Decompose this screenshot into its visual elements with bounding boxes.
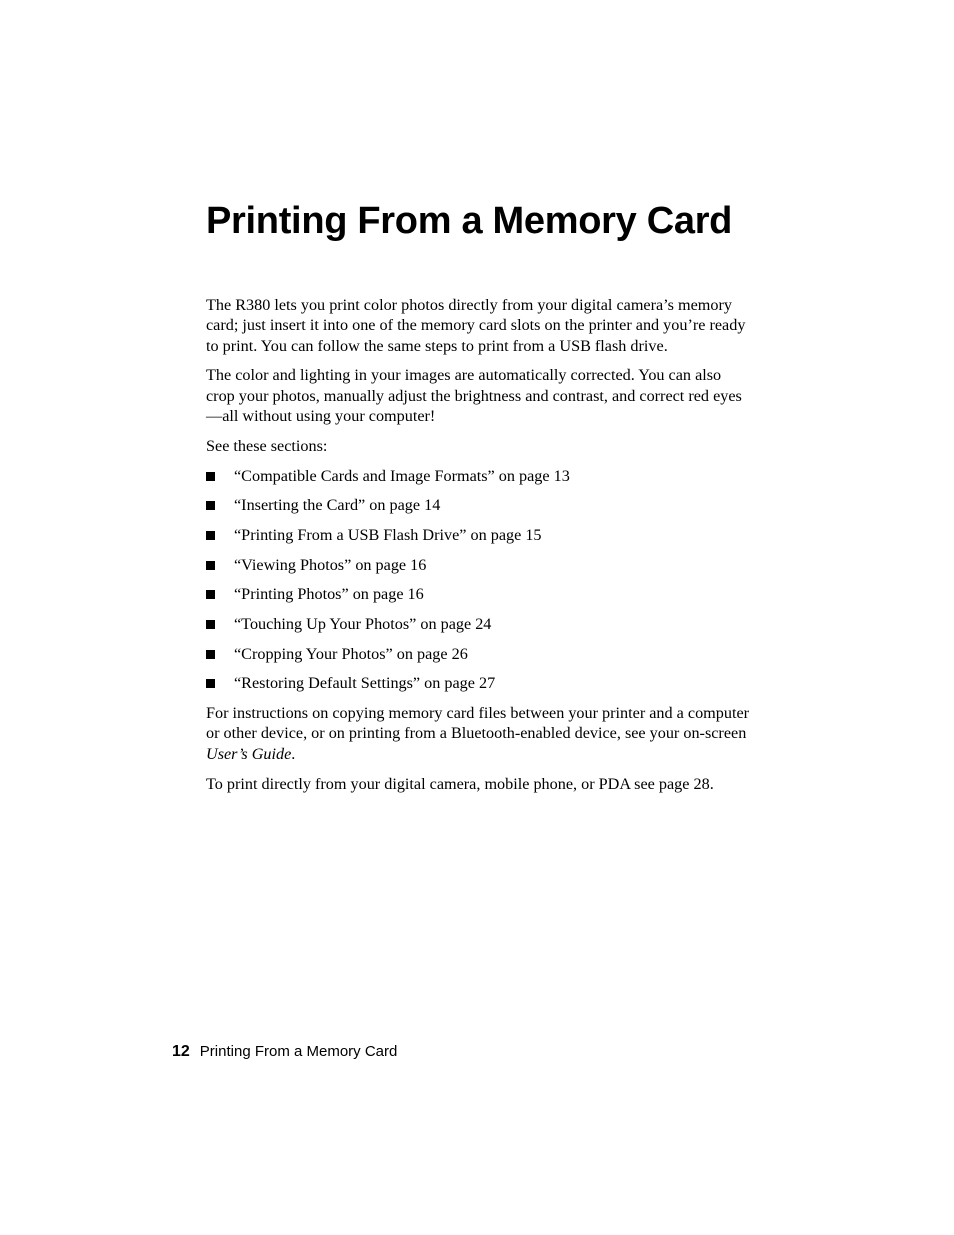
section-link[interactable]: “Restoring Default Settings” on page 27 bbox=[234, 674, 496, 693]
bullet-square-icon bbox=[206, 531, 215, 540]
section-link[interactable]: “Cropping Your Photos” on page 26 bbox=[234, 644, 468, 663]
bullet-square-icon bbox=[206, 650, 215, 659]
intro-paragraph: The R380 lets you print color photos directly from your digital camera’s memory card; just insert it into one of the memory card slots on the printer and you’re ready to print. You can follow the same steps to print from a USB flash drive. bbox=[206, 296, 746, 355]
list-item[interactable] bbox=[206, 495, 751, 515]
sections-list bbox=[206, 466, 751, 694]
instructions-period: . bbox=[291, 744, 296, 763]
see-sections-paragraph: See these sections: bbox=[206, 436, 328, 455]
running-title: Printing From a Memory Card bbox=[199, 1043, 398, 1060]
section-link[interactable]: “Touching Up Your Photos” on page 24 bbox=[234, 615, 492, 634]
bullet-square-icon bbox=[206, 561, 215, 570]
section-link[interactable]: “Inserting the Card” on page 14 bbox=[234, 496, 441, 515]
list-item[interactable] bbox=[206, 525, 751, 545]
color-paragraph: The color and lighting in your images are automatically corrected. You can also crop your photos, manually adjust the brightness and contrast, and correct red eyes—all without using your computer! bbox=[206, 366, 742, 425]
page-number: 12 bbox=[172, 1043, 190, 1060]
bullet-square-icon bbox=[206, 590, 215, 599]
list-item[interactable] bbox=[206, 673, 751, 693]
bullet-square-icon bbox=[206, 679, 215, 688]
page-title: Printing From a Memory Card bbox=[206, 200, 733, 242]
body-text bbox=[206, 295, 751, 803]
bullet-square-icon bbox=[206, 472, 215, 481]
direct-print-paragraph: To print directly from your digital camera, mobile phone, or PDA see page 28. bbox=[206, 774, 714, 793]
list-item[interactable] bbox=[206, 466, 751, 486]
instructions-text: For instructions on copying memory card files between your printer and a computer or other device, or on printing from a Bluetooth-enabled device, see your on-screen bbox=[206, 704, 750, 743]
bullet-square-icon bbox=[206, 620, 215, 629]
page-footer bbox=[172, 1042, 397, 1062]
section-link[interactable]: “Printing From a USB Flash Drive” on page 15 bbox=[234, 525, 542, 544]
instructions-paragraph bbox=[206, 703, 751, 764]
bullet-square-icon bbox=[206, 501, 215, 510]
section-link[interactable]: “Printing Photos” on page 16 bbox=[234, 585, 424, 604]
list-item[interactable] bbox=[206, 644, 751, 664]
section-link[interactable]: “Viewing Photos” on page 16 bbox=[234, 555, 427, 574]
list-item[interactable] bbox=[206, 614, 751, 634]
list-item[interactable] bbox=[206, 584, 751, 604]
section-link[interactable]: “Compatible Cards and Image Formats” on page 13 bbox=[234, 466, 570, 485]
users-guide-reference: User’s Guide bbox=[206, 744, 292, 763]
list-item[interactable] bbox=[206, 555, 751, 575]
